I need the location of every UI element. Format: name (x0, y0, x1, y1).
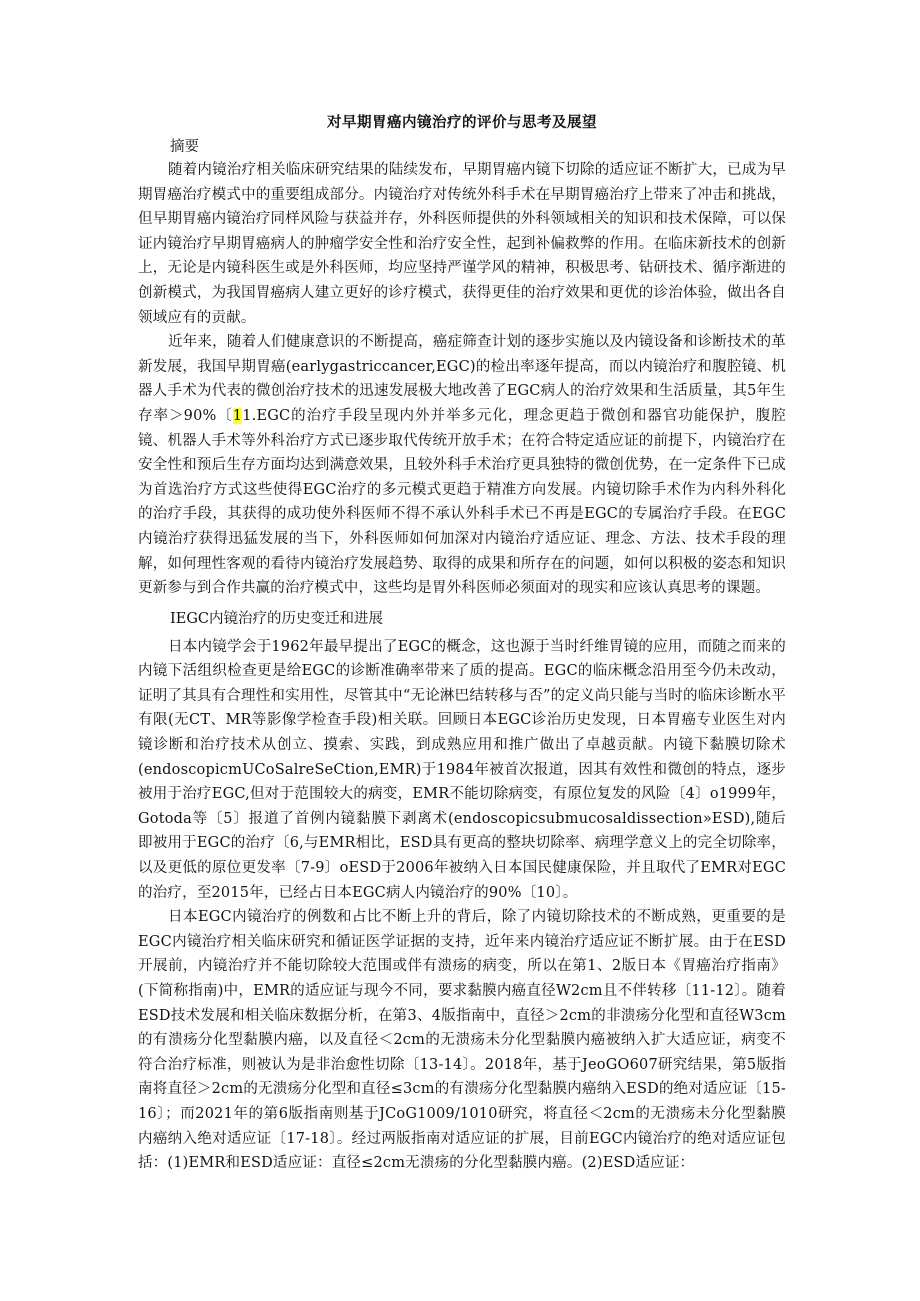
abstract-label: 摘要 (170, 139, 199, 155)
intro-paragraph (138, 330, 786, 601)
document-title: 对早期胃癌内镜治疗的评价与思考及展望 (327, 114, 597, 131)
indication-paragraph: 日本EGC内镜治疗的例数和占比不断上升的背后，除了内镜切除技术的不断成熟，更重要的是EGC内镜治疗相关临床研究和循证医学证据的支持，近年来内镜治疗适应证不断扩展。由于在ESD开展前，内镜治疗并不能切除较大范围或伴有溃疡的病变，所以在第1、2版日本《胃癌治疗指南》(下简称指南)中，EMR的适应证与现今不同，要求黏膜内癌直径W2cm且不伴转移〔11-12〕。随着ESD技术发展和相关临床数据分析，在第3、4版指南中，直径＞2cm的非溃疡分化型和直径W3cm的有溃疡分化型黏膜内癌，以及直径＜2cm的无溃疡未分化型黏膜内癌被纳入扩大适应证，病变不符合治疗标准，则被认为是非治愈性切除〔13-14〕。2018年，基于JeoGO607研究结果，第5版指南将直径＞2cm的无溃疡分化型和直径≤3cm的有溃疡分化型黏膜内癌纳入ESD的绝对适应证〔15-16〕；而2021年的第6版指南则基于JCoG1009/1010研究，将直径＜2cm的无溃疡未分化型黏膜内癌纳入绝对适应证〔17-18〕。经过两版指南对适应证的扩展，目前EGC内镜治疗的绝对适应证包括：(1)EMR和ESD适应证：直径≤2cm无溃疡的分化型黏膜内癌。(2)ESD适应证： (138, 909, 786, 1172)
document-page (138, 112, 786, 1176)
history-paragraph: 日本内镜学会于1962年最早提出了EGC的概念，这也源于当时纤维胃镜的应用，而随之而来的内镜下活组织检查更是给EGC的诊断准确率带来了质的提高。EGC的临床概念沿用至今仍未改动，证明了其具有合理性和实用性，尽管其中“无论淋巴结转移与否”的定义尚只能与当时的临床诊断水平有限(无CT、MR等影像学检查手段)相关联。回顾日本EGC诊治历史发现，日本胃癌专业医生对内镜诊断和治疗技术从创立、摸索、实践，到成熟应用和推广做出了卓越贡献。内镜下黏膜切除术(endoscopicmUCoSalreSeCtion,EMR)于1984年被首次报道，因其有效性和微创的特点，逐步被用于治疗EGC,但对于范围较大的病变，EMR不能切除病变，有原位复发的风险〔4〕o1999年，Gotoda等〔5〕报道了首例内镜黏膜下剥离术(endoscopicsubmucosaldissection»ESD),随后即被用于EGC的治疗〔6,与EMR相比，ESD具有更高的整块切除率、病理学意义上的完全切除率，以及更低的原位更发率〔7-9〕oESD于2006年被纳入日本国民健康保险，并且取代了EMR对EGC的治疗，至2015年，已经占日本EGC病人内镜治疗的90%〔10〕。 (138, 638, 786, 901)
intro-text-before: 近年来，随着人们健康意识的不断提高，癌症筛查计划的逐步实施以及内镜设备和诊断技术的革新发展，我国早期胃癌(earlygastriccancer,EGC)的检出率逐年提高，而以内镜治疗和腹腔镜、机器人手术为代表的微创治疗技术的迅速发展极大地改善了EGC病人的治疗效果和生活质量，其5年生存率＞90%〔 (138, 334, 786, 424)
intro-text-after: 1.EGC的治疗手段呈现内外并举多元化，理念更趋于微创和器官功能保护，腹腔镜、机器人手术等外科治疗方式已逐步取代传统开放手术；在符合特定适应证的前提下，内镜治疗在安全性和预后生存方面均达到满意效果，且较外科手术治疗更具独特的微创优势，在一定条件下已成为首选治疗方式这些使得EGC治疗的多元模式更趋于精准方向发展。内镜切除手术作为内科外科化的治疗手段，其获得的成功使外科医师不得不承认外科手术已不再是EGC的专属治疗手段。在EGC内镜治疗获得迅猛发展的当下，外科医师如何加深对内镜治疗适应证、理念、方法、技术手段的理解，如何理性客观的看待内镜治疗发展趋势、取得的成果和所存在的问题，如何以积极的姿态和知识更新参与到合作共赢的治疗模式中，这些均是胃外科医师必须面对的现实和应该认真思考的课题。 (138, 407, 786, 597)
section-heading: IEGC内镜治疗的历史变迁和进展 (170, 610, 383, 627)
abstract-paragraph: 随着内镜治疗相关临床研究结果的陆续发布，早期胃癌内镜下切除的适应证不断扩大，已成为早期胃癌治疗模式中的重要组成部分。内镜治疗对传统外科手术在早期胃癌治疗上带来了冲击和挑战，但早期胃癌内镜治疗同样风险与获益并存，外科医师提供的外科领域相关的知识和技术保障，可以保证内镜治疗早期胃癌病人的肿瘤学安全性和治疗安全性，起到补偏救弊的作用。在临床新技术的创新上，无论是内镜科医生或是外科医师，均应坚持严谨学风的精神，积极思考、钻研技术、循序渐进的创新模式，为我国胃癌病人建立更好的诊疗模式，获得更佳的治疗效果和更优的诊治体验，做出各自领域应有的贡献。 (138, 162, 786, 326)
highlighted-citation: 1 (232, 407, 243, 424)
